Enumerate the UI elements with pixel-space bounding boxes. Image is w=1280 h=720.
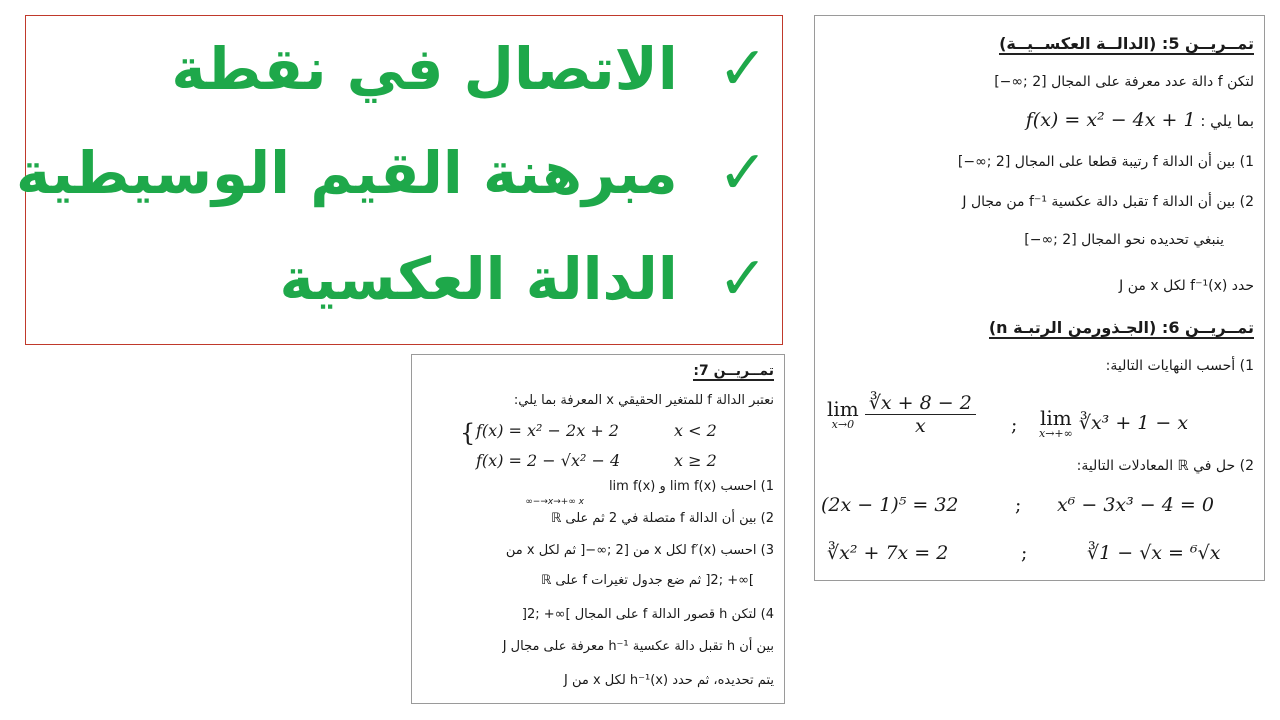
- ex5-question-2b: ينبغي تحديده نحو المجال [2 ;∞−]: [1024, 232, 1224, 248]
- ex7-system-2-cond: x ≥ 2: [674, 451, 717, 470]
- ex7-question-1: 1) احسب lim f(x) و lim f(x): [608, 479, 774, 494]
- ex5-function-def: f(x) = x² − 4x + 1: [1025, 109, 1196, 131]
- ex7-system-1: f(x) = x² − 2x + 2: [476, 421, 619, 440]
- ex5-line-2: بما يلي : f(x) = x² − 4x + 1: [1025, 109, 1254, 131]
- ex6-equation-1: (2x − 1)⁵ = 32: [821, 494, 959, 516]
- ex6-limit-1: lim x→0 $\frac{∛x + 8 - 2}{x}$: [827, 392, 976, 437]
- ex6-equation-3: ∛x² + 7x = 2: [827, 542, 949, 564]
- exercise-7-box: [411, 354, 785, 704]
- exercise-5-6-box: [814, 15, 1265, 581]
- ex5-question-1: 1) بين أن الدالة f رتيبة قطعا على المجال [2 ;∞−]: [957, 154, 1254, 170]
- ex7-system-1-cond: x < 2: [674, 421, 717, 440]
- title-ivt: [16, 138, 768, 208]
- title-text-2: مبرهنة القيم الوسيطية: [15, 139, 678, 207]
- ex6-question-1: 1) أحسب النهايات التالية:: [1105, 358, 1254, 374]
- exercise-7-heading: تمــريــن 7:: [693, 363, 774, 379]
- check-icon: ✓: [717, 34, 768, 104]
- ex5-question-2c: حدد f⁻¹(x) لكل x من J: [1119, 278, 1254, 294]
- ex7-question-4c: يتم تحديده، ثم حدد h⁻¹(x) لكل x من J: [563, 673, 774, 688]
- title-continuity: [171, 34, 768, 104]
- ex7-question-4: 4) لتكن h قصور الدالة f على المجال ]∞+ ;2[: [521, 607, 774, 622]
- ex6-separator: ;: [1011, 414, 1018, 436]
- ex6-equation-4: ∛1 − √x = ⁶√x: [1087, 542, 1221, 564]
- ex6-limit-2: lim x→+∞ ∛x³ + 1 − x: [1039, 406, 1189, 440]
- title-text-3: الدالة العكسية: [279, 245, 678, 313]
- ex7-question-3: 3) احسب f′(x) لكل x من [2 ;∞−[ ثم لكل x من: [505, 543, 774, 558]
- ex7-question-1-sub: x→+∞ x→−∞: [525, 497, 584, 507]
- exercise-6-heading: تمــريــن 6: (الجـذورمن الرتبـة n): [988, 318, 1254, 337]
- ex7-question-2: 2) بين أن الدالة f متصلة في 2 ثم على ℝ: [550, 511, 774, 526]
- ex5-question-2: 2) بين أن الدالة f تقبل دالة عكسية f⁻¹ من مجال J: [962, 194, 1254, 210]
- title-box: [15, 15, 783, 345]
- check-icon: ✓: [717, 244, 768, 314]
- ex7-question-3b: ]∞+ ;2[ ثم ضع جدول تغيرات f على ℝ: [540, 573, 754, 588]
- title-inverse: [280, 244, 768, 314]
- ex7-question-4b: بين أن h تقبل دالة عكسية h⁻¹ معرفة على مجال J: [502, 639, 774, 654]
- system-brace: {: [460, 419, 476, 447]
- ex6-question-2: 2) حل في ℝ المعادلات التالية:: [1076, 458, 1254, 474]
- title-text-1: الاتصال في نقطة: [171, 35, 678, 103]
- ex7-system-2: f(x) = 2 − √x² − 4: [476, 451, 621, 470]
- exercise-5-heading: تمــريــن 5: (الدالــة العكســيــة): [999, 34, 1254, 53]
- ex6-separator: ;: [1015, 494, 1022, 516]
- ex6-separator: ;: [1021, 542, 1028, 564]
- ex6-equation-2: x⁶ − 3x³ − 4 = 0: [1057, 494, 1214, 516]
- check-icon: ✓: [717, 138, 768, 208]
- ex7-line-1: نعتبر الدالة f للمتغير الحقيقي x المعرفة بما يلي:: [513, 393, 774, 408]
- ex5-line-1: لتكن f دالة عدد معرفة على المجال [2 ;∞−]: [994, 74, 1254, 90]
